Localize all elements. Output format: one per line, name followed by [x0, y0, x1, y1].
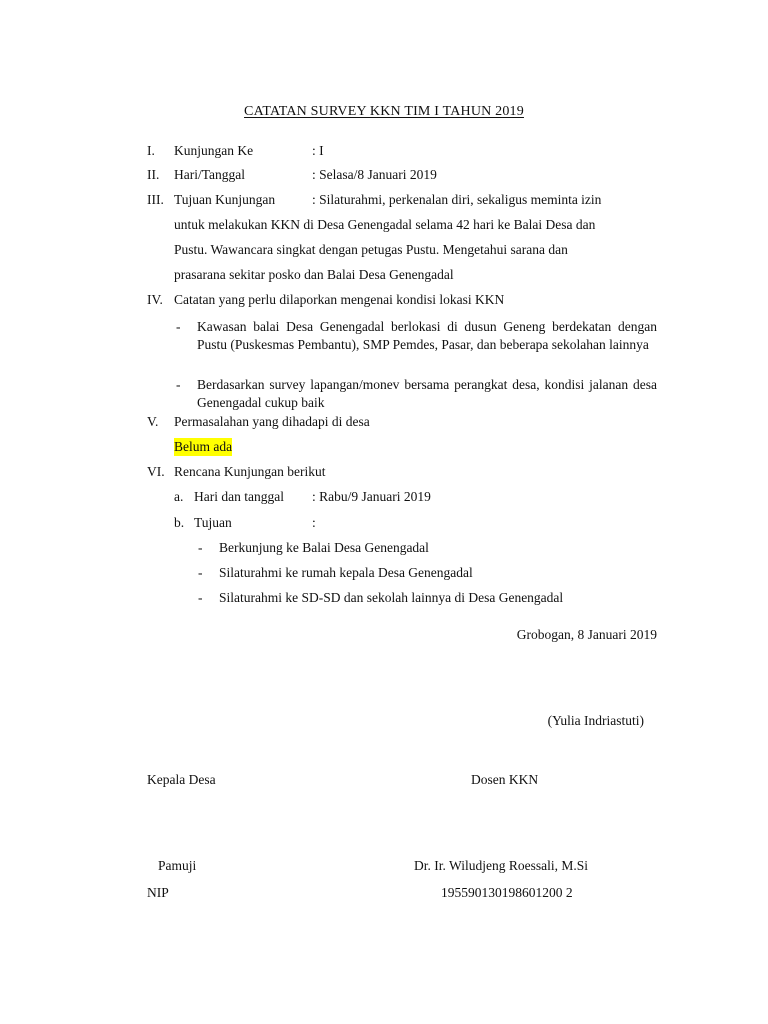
- item-iv-number: IV.: [147, 292, 163, 307]
- signature-right-name: Dr. Ir. Wiludjeng Roessali, M.Si: [414, 858, 588, 873]
- item-vi-bullet: Berkunjung ke Balai Desa Genengadal: [219, 540, 429, 555]
- signature-left-role: Kepala Desa: [147, 772, 216, 787]
- item-ii-label: Hari/Tanggal: [174, 167, 246, 182]
- item-i-label: Kunjungan Ke: [174, 143, 254, 158]
- bullet-dash: -: [198, 565, 203, 580]
- signature-left-nip-label: NIP: [147, 885, 169, 900]
- signature-left-name: Pamuji: [158, 858, 197, 873]
- item-iii-value: : Silaturahmi, perkenalan diri, sekaligus meminta izin: [312, 192, 602, 207]
- signature-right-role: Dosen KKN: [471, 772, 539, 787]
- bullet-dash: -: [176, 319, 181, 334]
- place-date: Grobogan, 8 Januari 2019: [516, 627, 657, 642]
- item-vi-bullet: Silaturahmi ke rumah kepala Desa Genengadal: [219, 565, 473, 580]
- item-vi-label: Rencana Kunjungan berikut: [174, 464, 326, 479]
- item-v-label: Permasalahan yang dihadapi di desa: [174, 414, 370, 429]
- bullet-dash: -: [176, 377, 181, 392]
- item-vi-a-value: : Rabu/9 Januari 2019: [312, 489, 431, 504]
- author-name: (Yulia Indriastuti): [547, 713, 644, 728]
- signature-right-nip: 195590130198601200 2: [441, 885, 573, 900]
- item-iii-continuation: untuk melakukan KKN di Desa Genengadal selama 42 hari ke Balai Desa dan: [174, 217, 596, 232]
- item-vi-number: VI.: [147, 464, 165, 479]
- item-vi-bullet: Silaturahmi ke SD-SD dan sekolah lainnya di Desa Genengadal: [219, 590, 564, 605]
- item-iv-bullet: Berdasarkan survey lapangan/monev bersama perangkat desa, kondisi jalanan desa Genengadal cukup baik: [197, 377, 657, 410]
- item-vi-b-marker: b.: [174, 515, 185, 530]
- item-v-answer: Belum ada: [174, 439, 233, 454]
- item-iii-label: Tujuan Kunjungan: [174, 192, 276, 207]
- item-vi-a-label: Hari dan tanggal: [194, 489, 284, 504]
- item-ii-value: : Selasa/8 Januari 2019: [312, 167, 437, 182]
- item-iv-bullet: Kawasan balai Desa Genengadal berlokasi di dusun Geneng berdekatan dengan Pustu (Puskesmas Pembantu), SMP Pemdes, Pasar, dan beberapa sekolahan lainnya: [197, 319, 657, 352]
- item-iii-continuation: prasarana sekitar posko dan Balai Desa Genengadal: [174, 267, 454, 282]
- document-title: CATATAN SURVEY KKN TIM I TAHUN 2019: [244, 104, 524, 119]
- item-i-number: I.: [147, 143, 155, 158]
- item-i-value: : I: [312, 143, 324, 158]
- item-ii-number: II.: [147, 167, 160, 182]
- item-iii-number: III.: [147, 192, 164, 207]
- item-vi-a-marker: a.: [174, 489, 184, 504]
- item-iv-label: Catatan yang perlu dilaporkan mengenai kondisi lokasi KKN: [174, 292, 505, 307]
- bullet-dash: -: [198, 540, 203, 555]
- item-vi-b-label: Tujuan: [194, 515, 232, 530]
- bullet-dash: -: [198, 590, 203, 605]
- item-iii-continuation: Pustu. Wawancara singkat dengan petugas Pustu. Mengetahui sarana dan: [174, 242, 568, 257]
- item-v-number: V.: [147, 414, 159, 429]
- item-vi-b-value: :: [312, 515, 316, 530]
